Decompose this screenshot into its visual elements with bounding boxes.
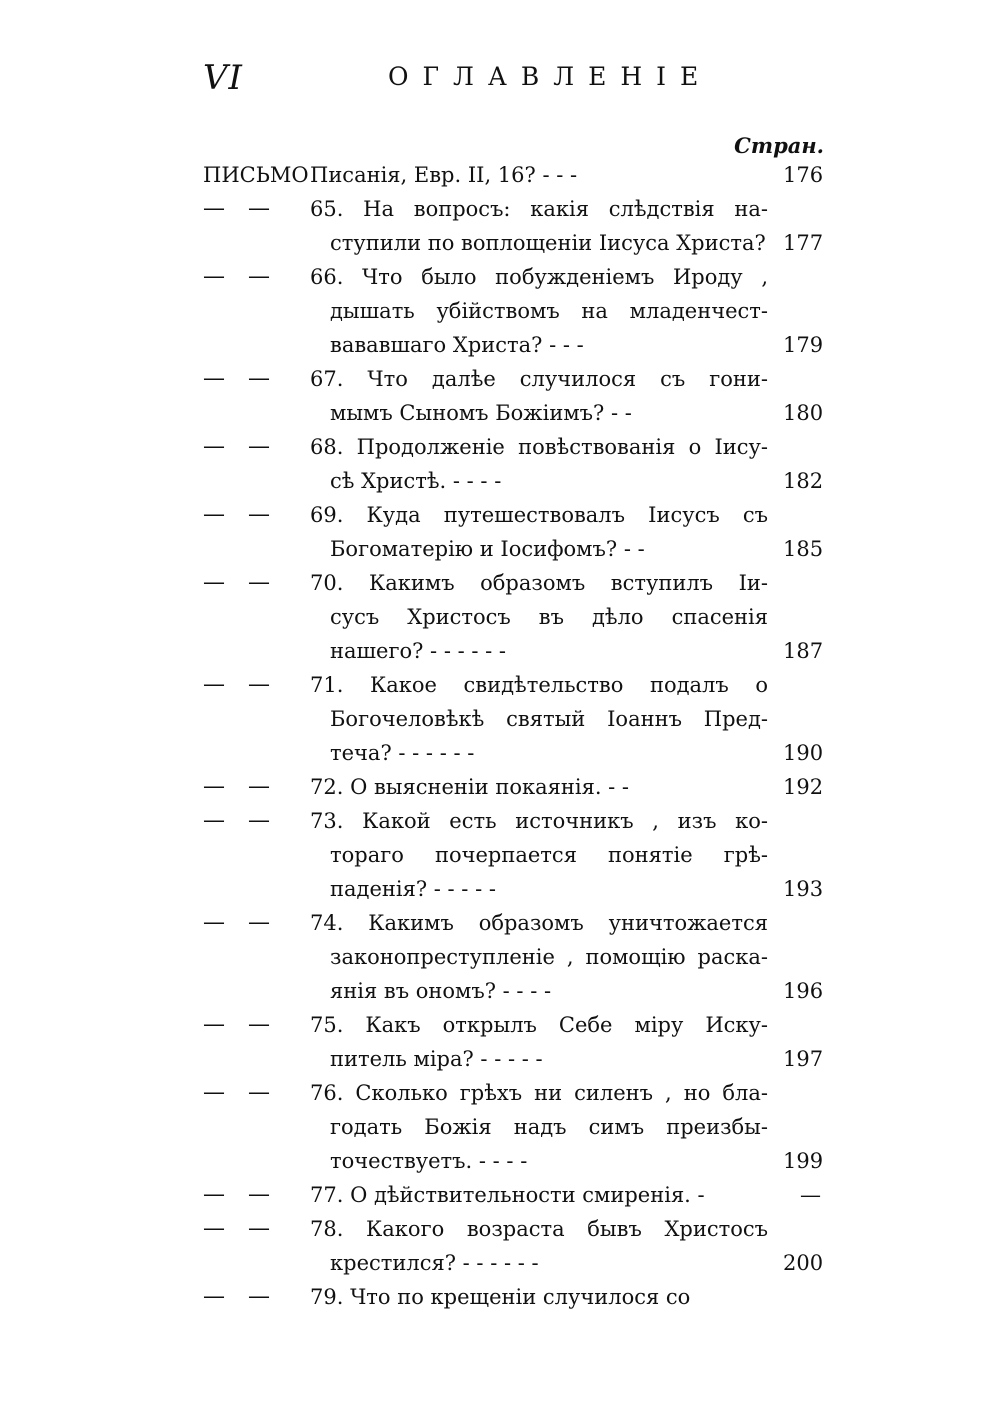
- entry-prefix-dashes: — —: [203, 1182, 278, 1207]
- entry-text-line: 68. Продолженіе повѣствованія о Іису-: [310, 435, 768, 459]
- entry-text-line: теча? - - - - - -: [330, 741, 475, 765]
- entry-text-line: тораго почерпается понятіе грѣ-: [330, 843, 768, 867]
- entry-prefix-dashes: — —: [203, 264, 278, 289]
- entry-text-line: 75. Какъ открылъ Себе міру Иску-: [310, 1013, 768, 1037]
- entry-prefix-dashes: — —: [203, 1080, 278, 1105]
- entry-prefix-dashes: — —: [203, 808, 278, 833]
- entry-text-line: мымъ Сыномъ Божіимъ? - -: [330, 401, 632, 425]
- entry-text-line: точествуетъ. - - - -: [330, 1149, 528, 1173]
- entry-prefix-dashes: — —: [203, 366, 278, 391]
- entry-prefix-dashes: — —: [203, 570, 278, 595]
- toc-entry: [0, 498, 1000, 566]
- entry-text-line: питель міра? - - - - -: [330, 1047, 543, 1071]
- entry-text-line: 78. Какого возраста бывъ Христосъ: [310, 1217, 768, 1241]
- toc-entry: [0, 192, 1000, 260]
- entry-prefix-dashes: — —: [203, 502, 278, 527]
- entry-text-line: 79. Что по крещеніи случилося со: [310, 1285, 691, 1309]
- entry-page-number: 180: [783, 401, 824, 425]
- table-of-contents: [0, 158, 1000, 1314]
- entry-text-line: 71. Какое свидѣтельство подалъ о: [310, 673, 768, 697]
- toc-entry: [0, 804, 1000, 906]
- entry-prefix-dashes: — —: [203, 434, 278, 459]
- entry-text-line: 74. Какимъ образомъ уничтожается: [310, 911, 768, 935]
- entry-text-line: 76. Сколько грѣхъ ни силенъ , но бла-: [310, 1081, 768, 1105]
- toc-entry: [0, 158, 1000, 192]
- entry-text-line: крестился? - - - - - -: [330, 1251, 539, 1275]
- entry-prefix-word: ПИСЬМО: [203, 163, 309, 187]
- entry-prefix-dashes: — —: [203, 1284, 278, 1309]
- toc-entry: [0, 906, 1000, 1008]
- entry-page-number: 200: [783, 1251, 824, 1275]
- toc-entry: [0, 362, 1000, 430]
- entry-text-line: 77. О дѣйствительности смиренія. -: [310, 1183, 705, 1207]
- entry-text-line: дышать убійствомъ на младенчест-: [330, 299, 768, 323]
- entry-text-line: 69. Куда путешествовалъ Іисусъ съ: [310, 503, 768, 527]
- entry-page-number: 185: [783, 537, 824, 561]
- entry-text-line: нашего? - - - - - -: [330, 639, 506, 663]
- entry-text-line: 72. О выясненіи покаянія. - -: [310, 775, 630, 799]
- entry-page-number: 177: [783, 231, 824, 255]
- toc-entry: [0, 430, 1000, 498]
- entry-page-number: 176: [783, 163, 824, 187]
- entry-text-line: Писанія, Евр. II, 16? - - -: [310, 163, 578, 187]
- entry-prefix-dashes: — —: [203, 196, 278, 221]
- entry-text-line: 70. Какимъ образомъ вступилъ Іи-: [310, 571, 768, 595]
- entry-page-number: 196: [783, 979, 824, 1003]
- entry-prefix-dashes: — —: [203, 910, 278, 935]
- entry-page-number: 199: [783, 1149, 824, 1173]
- entry-page-number: 187: [783, 639, 824, 663]
- toc-entry: [0, 260, 1000, 362]
- entry-text-line: сѣ Христѣ. - - - -: [330, 469, 502, 493]
- entry-prefix-dashes: — —: [203, 774, 278, 799]
- entry-text-line: паденія? - - - - -: [330, 877, 496, 901]
- toc-entry: [0, 1212, 1000, 1280]
- entry-prefix-dashes: — —: [203, 672, 278, 697]
- entry-page-number: 190: [783, 741, 824, 765]
- entry-page-number: —: [800, 1183, 821, 1207]
- entry-text-line: законопреступленіе , помощію раска-: [330, 945, 768, 969]
- entry-page-number: 182: [783, 469, 824, 493]
- entry-text-line: янія въ ономъ? - - - -: [330, 979, 552, 1003]
- page-title: ОГЛАВЛЕНІЕ: [388, 62, 713, 91]
- toc-entry: [0, 1280, 1000, 1314]
- page-column-label: Стран.: [734, 133, 824, 158]
- entry-prefix-dashes: — —: [203, 1216, 278, 1241]
- page-number-roman: VI: [203, 58, 243, 98]
- entry-text-line: вававшаго Христа? - - -: [330, 333, 584, 357]
- toc-entry: [0, 566, 1000, 668]
- entry-text-line: ступили по воплощеніи Іисуса Христа?: [330, 231, 766, 255]
- entry-page-number: 193: [783, 877, 824, 901]
- entry-page-number: 197: [783, 1047, 824, 1071]
- toc-entry: [0, 668, 1000, 770]
- entry-text-line: Богочеловѣкѣ святый Іоаннъ Пред-: [330, 707, 768, 731]
- toc-entry: [0, 1178, 1000, 1212]
- entry-text-line: годать Божія надъ симъ преизбы-: [330, 1115, 768, 1139]
- entry-text-line: 66. Что было побужденіемъ Ироду ,: [310, 265, 768, 289]
- toc-entry: [0, 770, 1000, 804]
- entry-page-number: 179: [783, 333, 824, 357]
- entry-prefix-dashes: — —: [203, 1012, 278, 1037]
- entry-text-line: сусъ Христосъ въ дѣло спасенія: [330, 605, 768, 629]
- entry-text-line: Богоматерію и Іосифомъ? - -: [330, 537, 645, 561]
- entry-page-number: 192: [783, 775, 824, 799]
- entry-text-line: 67. Что далѣе случилося съ гони-: [310, 367, 768, 391]
- entry-text-line: 65. На вопросъ: какія слѣдствія на-: [310, 197, 768, 221]
- toc-entry: [0, 1076, 1000, 1178]
- toc-entry: [0, 1008, 1000, 1076]
- entry-text-line: 73. Какой есть источникъ , изъ ко-: [310, 809, 768, 833]
